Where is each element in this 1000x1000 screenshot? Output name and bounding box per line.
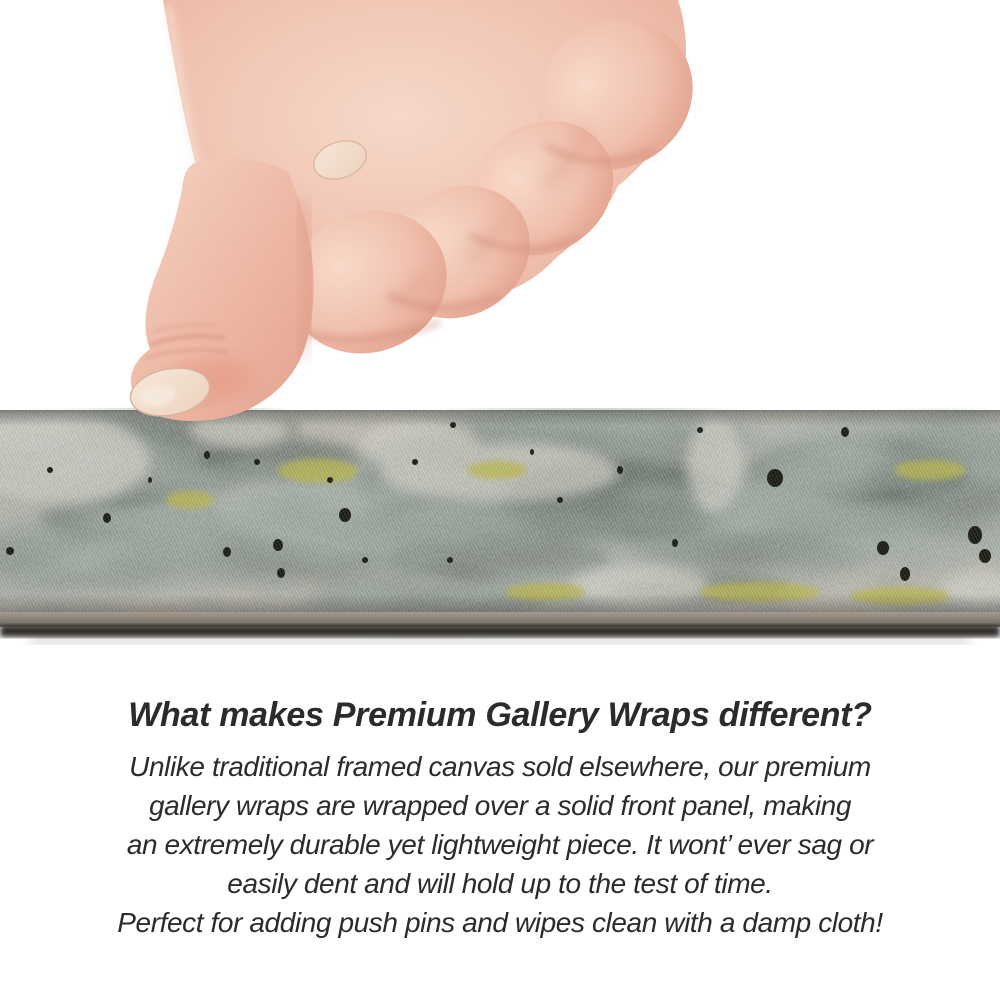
- body-line-2: gallery wraps are wrapped over a solid front panel, making: [148, 790, 852, 821]
- drop-shadow: [30, 636, 970, 644]
- painted-canvas-fabric: [0, 410, 1000, 620]
- body-line-1: Unlike traditional framed canvas sold elsewhere, our premium: [129, 751, 871, 782]
- panel-edge: [0, 612, 1000, 627]
- body-line-4: easily dent and will hold up to the test of time.: [227, 868, 773, 899]
- body-line-3: an extremely durable yet lightweight piece. It wont’ ever sag or: [126, 829, 874, 860]
- dark-underside-edge: [0, 625, 1000, 637]
- canvas-edge-photo: [0, 408, 1000, 653]
- headline: What makes Premium Gallery Wraps different?: [128, 696, 872, 734]
- hand-photo: [0, 0, 1000, 432]
- thumb: [126, 158, 313, 422]
- body-line-5: Perfect for adding push pins and wipes clean with a damp cloth!: [117, 907, 883, 938]
- copy-block: [0, 696, 1000, 942]
